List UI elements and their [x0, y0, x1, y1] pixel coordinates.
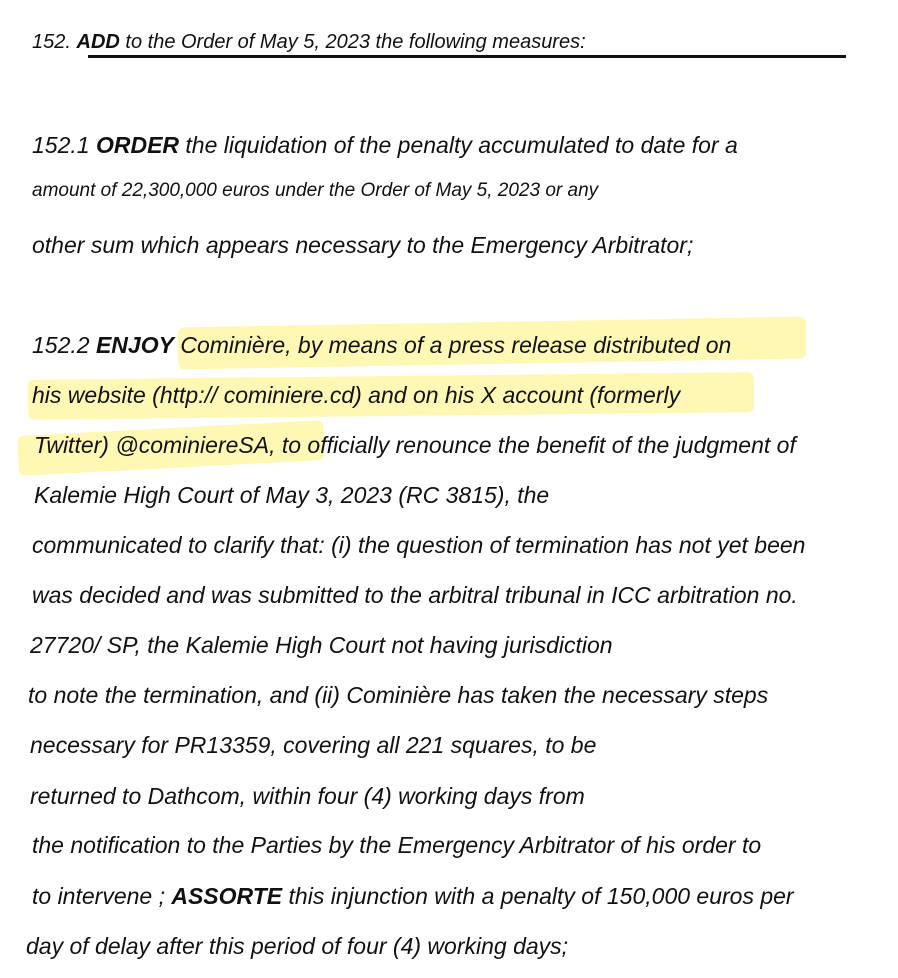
underline-rule [88, 55, 846, 58]
text-line: to intervene ; ASSORTE this injunction with a penalty of 150,000 euros per [32, 883, 794, 909]
text-line: necessary for PR13359, covering all 221 squares, to be [30, 732, 597, 758]
text-line: to note the termination, and (ii) Cominière has taken the necessary steps [28, 682, 769, 708]
add-keyword: ADD [76, 31, 120, 53]
text-line: was decided and was submitted to the arbitral tribunal in ICC arbitration no. [32, 582, 798, 608]
paragraph-152-1: 152.1 ORDER the liquidation of the penalty accumulated to date for a [32, 132, 738, 158]
assorte-keyword: ASSORTE [171, 883, 283, 909]
enjoy-keyword: ENJOY [95, 332, 174, 358]
text-line: his website (http:// cominiere.cd) and on his X account (formerly [32, 382, 681, 408]
text-line: communicated to clarify that: (i) the question of termination has not yet been [32, 532, 806, 558]
paragraph-152: 152. ADD to the Order of May 5, 2023 the following measures: [32, 31, 586, 53]
text-line: Twitter) @cominiereSA, to officially renounce the benefit of the judgment of [34, 432, 796, 458]
text-line: Kalemie High Court of May 3, 2023 (RC 3815), the [34, 482, 550, 508]
paragraph-152-2: 152.2 ENJOY Cominière, by means of a press release distributed on [32, 332, 732, 358]
text-line: other sum which appears necessary to the Emergency Arbitrator; [32, 232, 694, 258]
text-line: returned to Dathcom, within four (4) working days from [30, 783, 585, 809]
text-line: 27720/ SP, the Kalemie High Court not having jurisdiction [30, 632, 613, 658]
text-line: day of delay after this period of four (4) working days; [26, 933, 569, 959]
text-line: amount of 22,300,000 euros under the Order of May 5, 2023 or any [32, 180, 599, 201]
order-keyword: ORDER [95, 132, 180, 158]
text-line: the notification to the Parties by the Emergency Arbitrator of his order to [32, 832, 762, 858]
